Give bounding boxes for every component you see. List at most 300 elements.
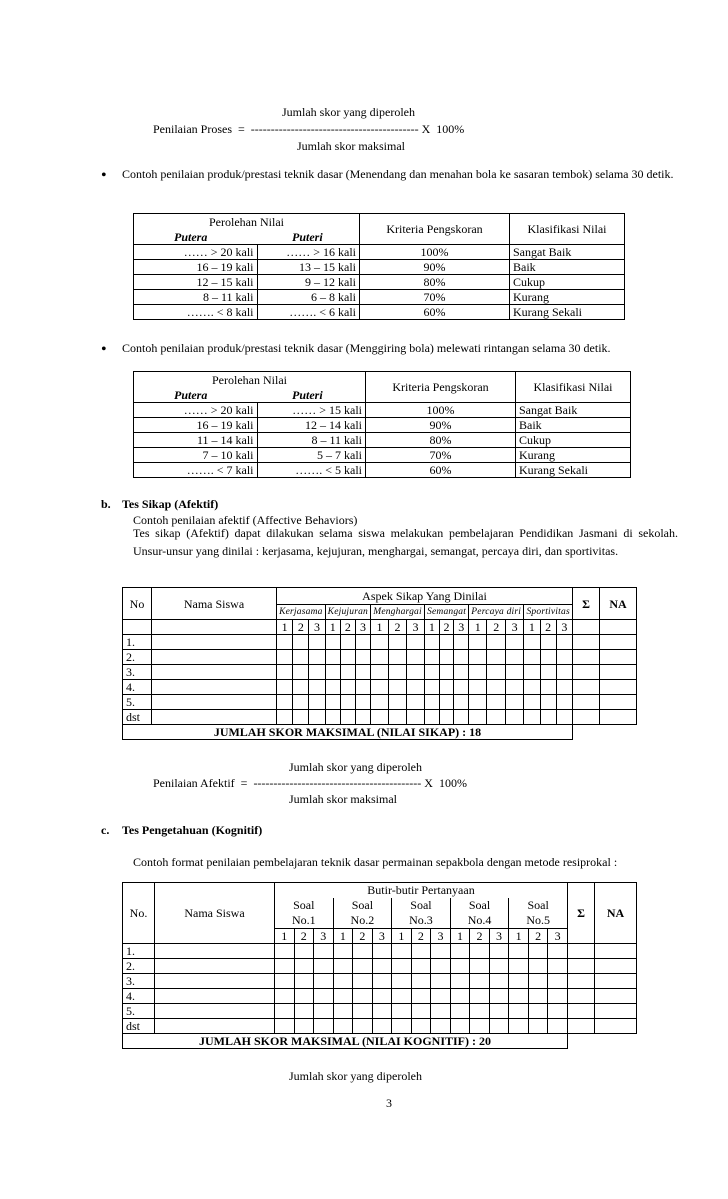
cell bbox=[371, 665, 389, 680]
score-label: 2 bbox=[340, 620, 355, 635]
cell-kriteria: 70% bbox=[366, 447, 516, 462]
cell bbox=[595, 973, 637, 988]
score-label: 1 bbox=[275, 928, 295, 943]
bullet-dot: • bbox=[101, 167, 107, 184]
section-b-title: Tes Sikap (Afektif) bbox=[122, 497, 219, 511]
cell bbox=[392, 943, 412, 958]
cell bbox=[439, 635, 454, 650]
cell bbox=[371, 635, 389, 650]
formula-times: X bbox=[424, 776, 433, 790]
cell bbox=[568, 1003, 595, 1018]
formula-afektif-denominator: Jumlah skor maksimal bbox=[289, 792, 397, 806]
score-label: 1 bbox=[450, 928, 470, 943]
row-number: 4. bbox=[123, 988, 155, 1003]
cell bbox=[293, 680, 309, 695]
header-kriteria: Kriteria Pengskoran bbox=[366, 372, 516, 403]
cell bbox=[277, 635, 293, 650]
cell bbox=[293, 635, 309, 650]
cell bbox=[277, 680, 293, 695]
cell bbox=[325, 710, 340, 725]
header-puteri: Puteri bbox=[257, 388, 366, 403]
cell-kriteria: 80% bbox=[360, 274, 510, 289]
cell bbox=[152, 650, 277, 665]
cell bbox=[454, 635, 469, 650]
cell-puteri: …… > 16 kali bbox=[257, 244, 360, 259]
cell bbox=[353, 973, 373, 988]
score-label: 1 bbox=[425, 620, 440, 635]
cell bbox=[431, 988, 451, 1003]
cell bbox=[489, 943, 509, 958]
cell bbox=[431, 958, 451, 973]
empty bbox=[568, 1033, 595, 1048]
cell bbox=[333, 958, 353, 973]
cell bbox=[528, 973, 548, 988]
cell-kriteria: 90% bbox=[360, 259, 510, 274]
row-number: 5. bbox=[123, 695, 152, 710]
cell-putera: ……. < 7 kali bbox=[134, 462, 258, 477]
formula-afektif-line bbox=[153, 776, 467, 791]
table-row bbox=[134, 432, 631, 447]
cell bbox=[450, 973, 470, 988]
cell bbox=[275, 1018, 295, 1033]
cell bbox=[293, 650, 309, 665]
formula-kognitif-numerator: Jumlah skor yang diperoleh bbox=[289, 1069, 422, 1083]
cell bbox=[573, 680, 600, 695]
soal-2 bbox=[333, 898, 392, 929]
cell bbox=[407, 650, 425, 665]
header-nama: Nama Siswa bbox=[152, 588, 277, 620]
score-header-row bbox=[123, 620, 637, 635]
cell bbox=[275, 1003, 295, 1018]
header-putera: Putera bbox=[134, 388, 258, 403]
cell-putera: 8 – 11 kali bbox=[134, 289, 258, 304]
cell bbox=[505, 710, 523, 725]
cell-klasifikasi: Baik bbox=[510, 259, 625, 274]
soal-number: No.3 bbox=[409, 912, 433, 927]
cell bbox=[556, 650, 572, 665]
cell bbox=[600, 710, 637, 725]
cell bbox=[556, 680, 572, 695]
cell bbox=[528, 958, 548, 973]
cell bbox=[509, 1003, 529, 1018]
empty bbox=[573, 725, 600, 740]
cell bbox=[528, 943, 548, 958]
soal-number: No.2 bbox=[350, 912, 375, 927]
cell bbox=[600, 650, 637, 665]
cell bbox=[600, 620, 637, 635]
row-number: 2. bbox=[123, 650, 152, 665]
cell bbox=[355, 680, 370, 695]
cell bbox=[152, 620, 277, 635]
cell bbox=[333, 1018, 353, 1033]
formula-label: Penilaian Afektif bbox=[153, 776, 235, 790]
soal-label: Soal bbox=[468, 897, 491, 912]
score-label: 2 bbox=[528, 928, 548, 943]
cell bbox=[123, 620, 152, 635]
header-na: NA bbox=[595, 883, 637, 944]
cell bbox=[340, 665, 355, 680]
row-number: 4. bbox=[123, 680, 152, 695]
cell bbox=[340, 710, 355, 725]
cell bbox=[439, 665, 454, 680]
aspect-percaya-diri: Percaya diri bbox=[469, 605, 524, 620]
cell bbox=[407, 695, 425, 710]
page-number: 3 bbox=[386, 1096, 392, 1110]
row-number: 3. bbox=[123, 973, 155, 988]
section-c-subtitle: Contoh format penilaian pembelajaran teknik dasar permainan sepakbola dengan metode resiprokal : bbox=[133, 855, 618, 869]
cell bbox=[294, 1003, 314, 1018]
cell bbox=[600, 635, 637, 650]
row-number: 5. bbox=[123, 1003, 155, 1018]
cell bbox=[487, 635, 505, 650]
cell bbox=[540, 710, 556, 725]
cell bbox=[340, 650, 355, 665]
cell bbox=[309, 650, 325, 665]
cell bbox=[487, 710, 505, 725]
formula-percent: 100% bbox=[438, 776, 467, 790]
score-label: 3 bbox=[314, 928, 334, 943]
cell bbox=[425, 635, 440, 650]
score-label: 2 bbox=[439, 620, 454, 635]
cell bbox=[548, 973, 568, 988]
cell bbox=[489, 973, 509, 988]
cell-putera: ……. < 8 kali bbox=[134, 304, 258, 319]
score-label: 3 bbox=[431, 928, 451, 943]
cell bbox=[573, 710, 600, 725]
cell bbox=[454, 665, 469, 680]
score-label: 2 bbox=[293, 620, 309, 635]
cell-puteri: ……. < 5 kali bbox=[257, 462, 366, 477]
formula-times: X bbox=[421, 122, 431, 136]
cell bbox=[548, 943, 568, 958]
cell bbox=[528, 1018, 548, 1033]
cell bbox=[573, 695, 600, 710]
cell bbox=[568, 973, 595, 988]
cell bbox=[407, 710, 425, 725]
cell bbox=[333, 988, 353, 1003]
cell bbox=[355, 695, 370, 710]
cell-klasifikasi: Baik bbox=[516, 417, 631, 432]
cell bbox=[277, 665, 293, 680]
row-number: dst bbox=[123, 1018, 155, 1033]
cell bbox=[309, 710, 325, 725]
cell bbox=[355, 710, 370, 725]
score-label: 3 bbox=[372, 928, 392, 943]
cell-kriteria: 60% bbox=[360, 304, 510, 319]
header-butir: Butir-butir Pertanyaan bbox=[275, 883, 568, 898]
cell bbox=[293, 710, 309, 725]
cell-putera: 16 – 19 kali bbox=[134, 259, 258, 274]
cell bbox=[392, 1018, 412, 1033]
cell bbox=[314, 1018, 334, 1033]
cell bbox=[293, 665, 309, 680]
cell bbox=[540, 680, 556, 695]
cell bbox=[389, 710, 407, 725]
cell bbox=[528, 1003, 548, 1018]
score-label: 3 bbox=[556, 620, 572, 635]
soal-label: Soal bbox=[410, 897, 432, 912]
formula-proses-denominator: Jumlah skor maksimal bbox=[297, 139, 405, 153]
section-b-paragraph: Tes sikap (Afektif) dapat dilakukan selama siswa melakukan pembelajaran Pendidikan Jasmani di sekolah. Unsur-unsur yang dinilai : kerjasama, kejujuran, menghargai, semangat, percaya diri, dan sportivitas. bbox=[133, 526, 678, 558]
cell bbox=[325, 650, 340, 665]
cell-kriteria: 100% bbox=[360, 244, 510, 259]
cell bbox=[524, 710, 540, 725]
cell bbox=[372, 973, 392, 988]
score-label: 2 bbox=[470, 928, 490, 943]
cell bbox=[568, 943, 595, 958]
cell bbox=[155, 943, 275, 958]
cell bbox=[505, 650, 523, 665]
section-b-subtitle: Contoh penilaian afektif (Affective Behaviors) bbox=[133, 513, 358, 527]
section-b-letter: b. bbox=[101, 497, 111, 511]
score-label: 3 bbox=[548, 928, 568, 943]
bullet-dot: • bbox=[101, 341, 107, 358]
cell-kriteria: 100% bbox=[366, 402, 516, 417]
header-nama: Nama Siswa bbox=[155, 883, 275, 944]
cell bbox=[600, 665, 637, 680]
cell bbox=[568, 988, 595, 1003]
table-row bbox=[123, 680, 637, 695]
cell bbox=[470, 958, 490, 973]
cell-klasifikasi: Cukup bbox=[510, 274, 625, 289]
section-c-letter: c. bbox=[101, 823, 110, 837]
row-number: 1. bbox=[123, 943, 155, 958]
cell bbox=[548, 1018, 568, 1033]
cell bbox=[439, 680, 454, 695]
header-no: No. bbox=[123, 883, 155, 944]
cell bbox=[152, 710, 277, 725]
score-label: 2 bbox=[353, 928, 373, 943]
cell bbox=[470, 988, 490, 1003]
cell bbox=[469, 665, 487, 680]
soal-1 bbox=[275, 898, 334, 929]
cell bbox=[152, 695, 277, 710]
kognitif-footer: JUMLAH SKOR MAKSIMAL (NILAI KOGNITIF) : 20 bbox=[123, 1033, 568, 1048]
cell bbox=[487, 650, 505, 665]
table-row bbox=[123, 1003, 637, 1018]
cell bbox=[548, 1003, 568, 1018]
score-label: 2 bbox=[540, 620, 556, 635]
aspect-kejujuran: Kejujuran bbox=[325, 605, 370, 620]
cell bbox=[314, 973, 334, 988]
aspect-menghargai: Menghargai bbox=[371, 605, 425, 620]
cell bbox=[155, 958, 275, 973]
cell-puteri: 6 – 8 kali bbox=[257, 289, 360, 304]
header-sigma: Σ bbox=[573, 588, 600, 620]
cell bbox=[425, 680, 440, 695]
cell bbox=[275, 988, 295, 1003]
score-label: 1 bbox=[509, 928, 529, 943]
cell bbox=[372, 1018, 392, 1033]
cell bbox=[595, 988, 637, 1003]
cell bbox=[392, 958, 412, 973]
aspect-semangat: Semangat bbox=[425, 605, 469, 620]
cell bbox=[372, 988, 392, 1003]
cell bbox=[389, 665, 407, 680]
cell bbox=[411, 1003, 431, 1018]
cell bbox=[314, 988, 334, 1003]
cell-kriteria: 80% bbox=[366, 432, 516, 447]
header-putera: Putera bbox=[134, 230, 258, 245]
afektif-footer: JUMLAH SKOR MAKSIMAL (NILAI SIKAP) : 18 bbox=[123, 725, 573, 740]
cell bbox=[431, 1003, 451, 1018]
cell bbox=[275, 943, 295, 958]
aspect-sportivitas: Sportivitas bbox=[524, 605, 573, 620]
cell bbox=[293, 695, 309, 710]
cell bbox=[454, 710, 469, 725]
table-row bbox=[134, 462, 631, 477]
soal-5 bbox=[509, 898, 568, 929]
score-label: 3 bbox=[505, 620, 523, 635]
cell-puteri: 13 – 15 kali bbox=[257, 259, 360, 274]
table-row bbox=[123, 988, 637, 1003]
cell bbox=[548, 988, 568, 1003]
cell-klasifikasi: Sangat Baik bbox=[510, 244, 625, 259]
cell bbox=[294, 958, 314, 973]
cell-klasifikasi: Kurang Sekali bbox=[516, 462, 631, 477]
cell bbox=[407, 635, 425, 650]
soal-label: Soal bbox=[351, 897, 374, 912]
cell bbox=[556, 665, 572, 680]
cell bbox=[425, 695, 440, 710]
formula-afektif-numerator: Jumlah skor yang diperoleh bbox=[289, 760, 422, 774]
cell bbox=[392, 988, 412, 1003]
cell bbox=[314, 943, 334, 958]
cell bbox=[509, 988, 529, 1003]
table-row bbox=[134, 244, 625, 259]
cell bbox=[275, 958, 295, 973]
cell-puteri: ……. < 6 kali bbox=[257, 304, 360, 319]
score-label: 3 bbox=[407, 620, 425, 635]
score-label: 1 bbox=[469, 620, 487, 635]
cell bbox=[489, 1018, 509, 1033]
cell bbox=[556, 635, 572, 650]
score-label: 3 bbox=[489, 928, 509, 943]
cell bbox=[568, 958, 595, 973]
cell bbox=[392, 1003, 412, 1018]
cell bbox=[372, 943, 392, 958]
cell bbox=[556, 695, 572, 710]
cell bbox=[509, 958, 529, 973]
score-label: 1 bbox=[392, 928, 412, 943]
cell bbox=[540, 650, 556, 665]
cell bbox=[353, 988, 373, 1003]
score-label: 1 bbox=[325, 620, 340, 635]
cell bbox=[573, 650, 600, 665]
cell bbox=[505, 680, 523, 695]
cell bbox=[524, 680, 540, 695]
soal-number: No.5 bbox=[526, 912, 550, 927]
row-number: 1. bbox=[123, 635, 152, 650]
cell bbox=[371, 650, 389, 665]
cell bbox=[275, 973, 295, 988]
section-c-title: Tes Pengetahuan (Kognitif) bbox=[122, 823, 263, 837]
cell bbox=[340, 680, 355, 695]
table-menggiring bbox=[133, 371, 631, 478]
cell bbox=[411, 958, 431, 973]
cell-putera: 11 – 14 kali bbox=[134, 432, 258, 447]
cell bbox=[509, 1018, 529, 1033]
formula-percent: 100% bbox=[436, 122, 465, 136]
cell bbox=[340, 695, 355, 710]
cell bbox=[600, 695, 637, 710]
cell bbox=[528, 988, 548, 1003]
cell bbox=[454, 680, 469, 695]
cell bbox=[389, 650, 407, 665]
cell bbox=[439, 650, 454, 665]
cell bbox=[371, 710, 389, 725]
cell bbox=[411, 973, 431, 988]
header-perolehan: Perolehan Nilai bbox=[134, 372, 366, 388]
cell bbox=[524, 650, 540, 665]
cell bbox=[489, 988, 509, 1003]
cell bbox=[333, 943, 353, 958]
cell bbox=[505, 695, 523, 710]
cell-klasifikasi: Kurang bbox=[516, 447, 631, 462]
score-label: 3 bbox=[355, 620, 370, 635]
cell bbox=[353, 1003, 373, 1018]
table-row bbox=[134, 259, 625, 274]
cell bbox=[487, 665, 505, 680]
cell bbox=[600, 680, 637, 695]
soal-3 bbox=[392, 898, 451, 929]
cell-kriteria: 60% bbox=[366, 462, 516, 477]
soal-number: No.1 bbox=[291, 912, 316, 927]
header-aspek: Aspek Sikap Yang Dinilai bbox=[277, 588, 573, 605]
soal-label: Soal bbox=[293, 897, 315, 912]
cell bbox=[325, 635, 340, 650]
score-label: 1 bbox=[277, 620, 293, 635]
cell bbox=[309, 665, 325, 680]
cell bbox=[439, 695, 454, 710]
formula-label: Penilaian Proses bbox=[153, 122, 232, 136]
cell bbox=[540, 665, 556, 680]
score-label: 3 bbox=[309, 620, 325, 635]
empty bbox=[600, 725, 637, 740]
cell bbox=[353, 943, 373, 958]
score-label: 1 bbox=[524, 620, 540, 635]
cell bbox=[152, 635, 277, 650]
cell bbox=[407, 680, 425, 695]
formula-dashes: ------------------------------------------ bbox=[253, 776, 422, 790]
cell bbox=[573, 635, 600, 650]
cell bbox=[425, 710, 440, 725]
cell-putera: …… > 20 kali bbox=[134, 402, 258, 417]
score-label: 3 bbox=[454, 620, 469, 635]
header-puteri: Puteri bbox=[257, 230, 360, 245]
cell bbox=[372, 958, 392, 973]
aspect-kerjasama: Kerjasama bbox=[277, 605, 326, 620]
score-label: 1 bbox=[333, 928, 353, 943]
cell bbox=[469, 710, 487, 725]
cell bbox=[314, 1003, 334, 1018]
cell bbox=[309, 635, 325, 650]
header-sigma: Σ bbox=[568, 883, 595, 944]
cell bbox=[469, 650, 487, 665]
cell bbox=[392, 973, 412, 988]
table-row bbox=[123, 635, 637, 650]
cell bbox=[411, 988, 431, 1003]
cell bbox=[389, 680, 407, 695]
cell bbox=[411, 1018, 431, 1033]
cell bbox=[509, 973, 529, 988]
cell bbox=[389, 635, 407, 650]
cell bbox=[573, 665, 600, 680]
cell bbox=[454, 650, 469, 665]
cell-klasifikasi: Sangat Baik bbox=[516, 402, 631, 417]
cell bbox=[294, 988, 314, 1003]
header-na: NA bbox=[600, 588, 637, 620]
